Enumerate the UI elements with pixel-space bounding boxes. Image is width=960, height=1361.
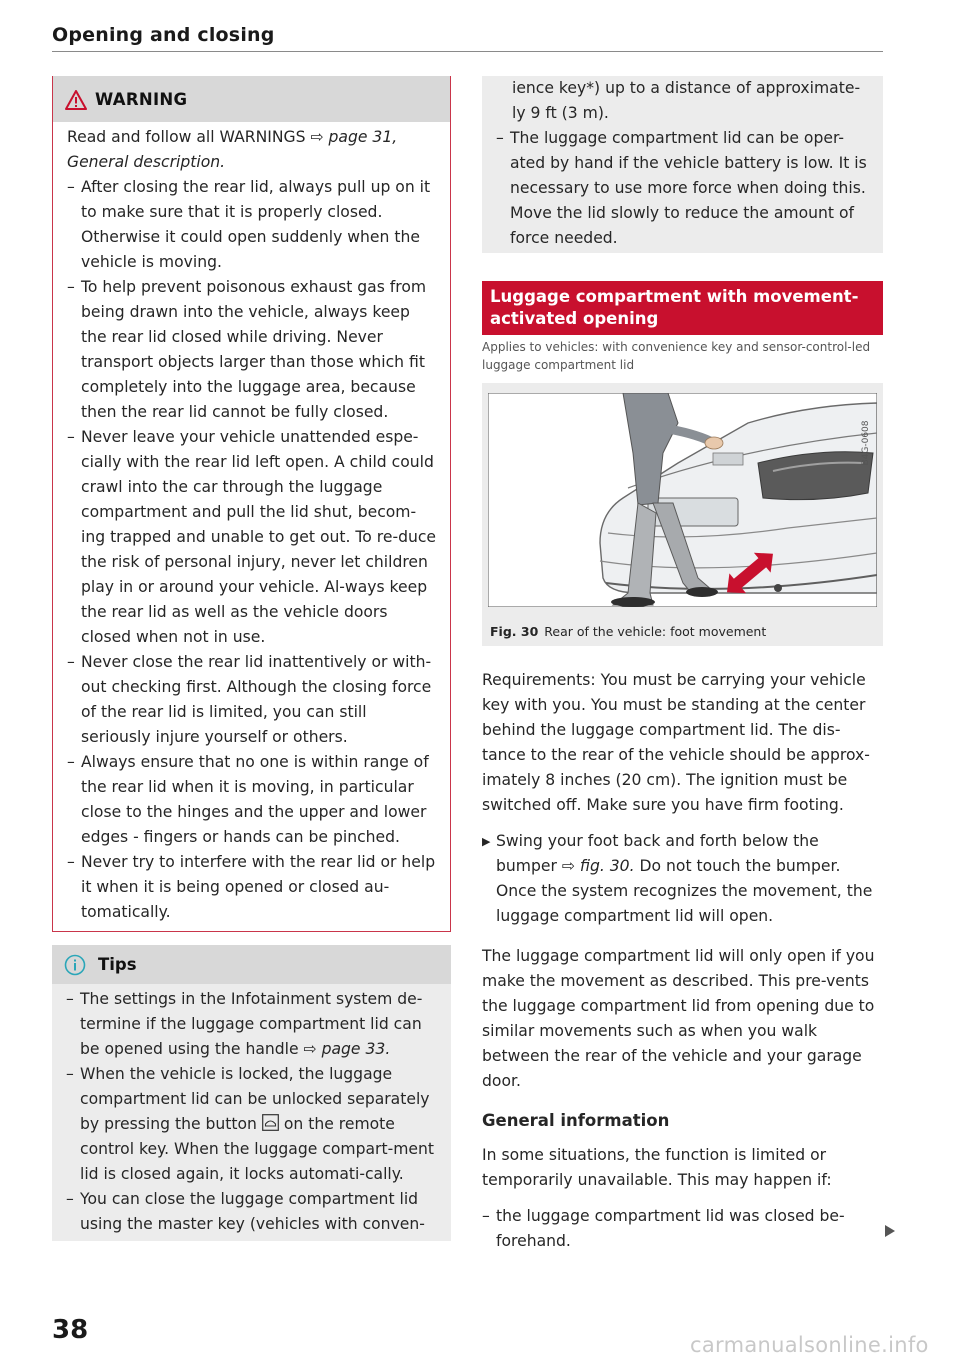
applies-note: Applies to vehicles: with convenience key and sensor-control-led luggage compartment lid xyxy=(482,340,871,372)
tips-item: – The luggage compartment lid can be oper-ated by hand if the vehicle battery is low. It is necessary to use more force when doing this. Move the lid slowly to reduce the amount of force needed. xyxy=(496,126,871,251)
tips-continued-text: ience key*) up to a distance of approximate-ly 9 ft (3 m). xyxy=(512,79,861,122)
tips-continued-box xyxy=(482,76,883,253)
page-number: 38 xyxy=(52,1315,89,1345)
tips-item: – The settings in the Infotainment system de-termine if the luggage compartment lid can be opened using the handle ⇨ page 33. xyxy=(66,987,439,1062)
figure-caption xyxy=(487,623,878,641)
warning-item: – Always ensure that no one is within range of the rear lid when it is moving, in particular close to the hinges and the upper and lower edges - fingers or hands can be pinched. xyxy=(67,750,438,850)
warning-item: – To help prevent poisonous exhaust gas from being drawn into the vehicle, always keep the rear lid closed while driving. Never transport objects larger than those which fit completely into the luggage area, because then the rear lid cannot be fully closed. xyxy=(67,275,438,425)
continue-arrow-icon xyxy=(885,1225,895,1237)
figure-caption-text: Rear of the vehicle: foot movement xyxy=(544,624,767,639)
warning-item: – Never leave your vehicle unattended espe-cially with the rear lid left open. A child could crawl into the car through the luggage compartment and pull the lid shut, becom-ing trapped and unable to get out. To re-duce the risk of personal injury, never let children play in or around your vehicle. Al-ways keep the rear lid as well as the vehicle doors closed when not in use. xyxy=(67,425,438,650)
tips-label: Tips xyxy=(98,955,137,974)
warning-item: – Never close the rear lid inattentively or with-out checking first. Although the closing force of the rear lid is limited, you can still seriously injure yourself or others. xyxy=(67,650,438,750)
watermark: carmanualsonline.info xyxy=(690,1333,929,1357)
header-divider xyxy=(52,51,883,52)
step-item: ▶ Swing your foot back and forth below the bumper ⇨ fig. 30. Do not touch the bumper. Once the system recognizes the movement, the luggage compartment lid will open. xyxy=(482,829,883,929)
tips-box xyxy=(52,945,451,1241)
figure-ref[interactable]: ⇨ fig. 30. xyxy=(561,857,635,875)
warning-intro: Read and follow all WARNINGS ⇨ page 31, General description. xyxy=(67,128,398,171)
warning-box xyxy=(52,76,451,932)
section-heading: Luggage compartment with movement-activated opening xyxy=(482,281,883,335)
warning-label: WARNING xyxy=(95,90,188,109)
figure-box xyxy=(482,383,883,646)
tips-item: – You can close the luggage compartment lid using the master key (vehicles with conven- xyxy=(66,1187,439,1237)
warning-triangle-icon xyxy=(65,90,87,110)
left-column xyxy=(52,76,451,1241)
tips-page-ref[interactable]: ⇨ page 33. xyxy=(303,1040,391,1058)
trunk-button-icon xyxy=(262,1114,279,1131)
general-info-heading: General information xyxy=(482,1111,670,1130)
warning-header xyxy=(53,76,450,122)
warning-item: – Never try to interfere with the rear lid or help it when it is being opened or closed au-tomatically. xyxy=(67,850,438,925)
general-info-text: In some situations, the function is limited or temporarily unavailable. This may happen if: xyxy=(482,1146,832,1189)
right-column xyxy=(482,76,883,1254)
paragraph: The luggage compartment lid will only open if you make the movement as described. This pre-vents the luggage compartment lid from opening due to similar movements such as when you walk between the rear of the vehicle and your garage door. xyxy=(482,947,875,1090)
requirements-paragraph: Requirements: You must be carrying your vehicle key with you. You must be standing at the center behind the luggage compartment lid. The dis-tance to the rear of the vehicle should be approx-imately 8 inches (20 cm). The ignition must be switched off. Make sure you have firm footing. xyxy=(482,671,870,814)
tips-item: – When the vehicle is locked, the luggage compartment lid can be unlocked separately by pressing the button on the remote control key. When the luggage compart-ment lid is closed again, it locks automati-cally. xyxy=(66,1062,439,1187)
rear-vehicle-foot-movement-illustration xyxy=(488,393,877,607)
figure-number: Fig. 30 xyxy=(490,624,539,639)
page-section-title: Opening and closing xyxy=(52,24,275,46)
warning-page-ref[interactable]: ⇨ page 31, General description. xyxy=(67,128,398,171)
figure-code: B4G-0608 xyxy=(861,420,871,466)
info-icon xyxy=(64,954,86,976)
warning-item: – After closing the rear lid, always pull up on it to make sure that it is properly closed. Otherwise it could open suddenly when the vehicle is moving. xyxy=(67,175,438,275)
tips-header xyxy=(52,945,451,984)
general-info-item: – the luggage compartment lid was closed be-forehand. xyxy=(482,1204,883,1254)
step-bullet-icon: ▶ xyxy=(482,835,491,848)
